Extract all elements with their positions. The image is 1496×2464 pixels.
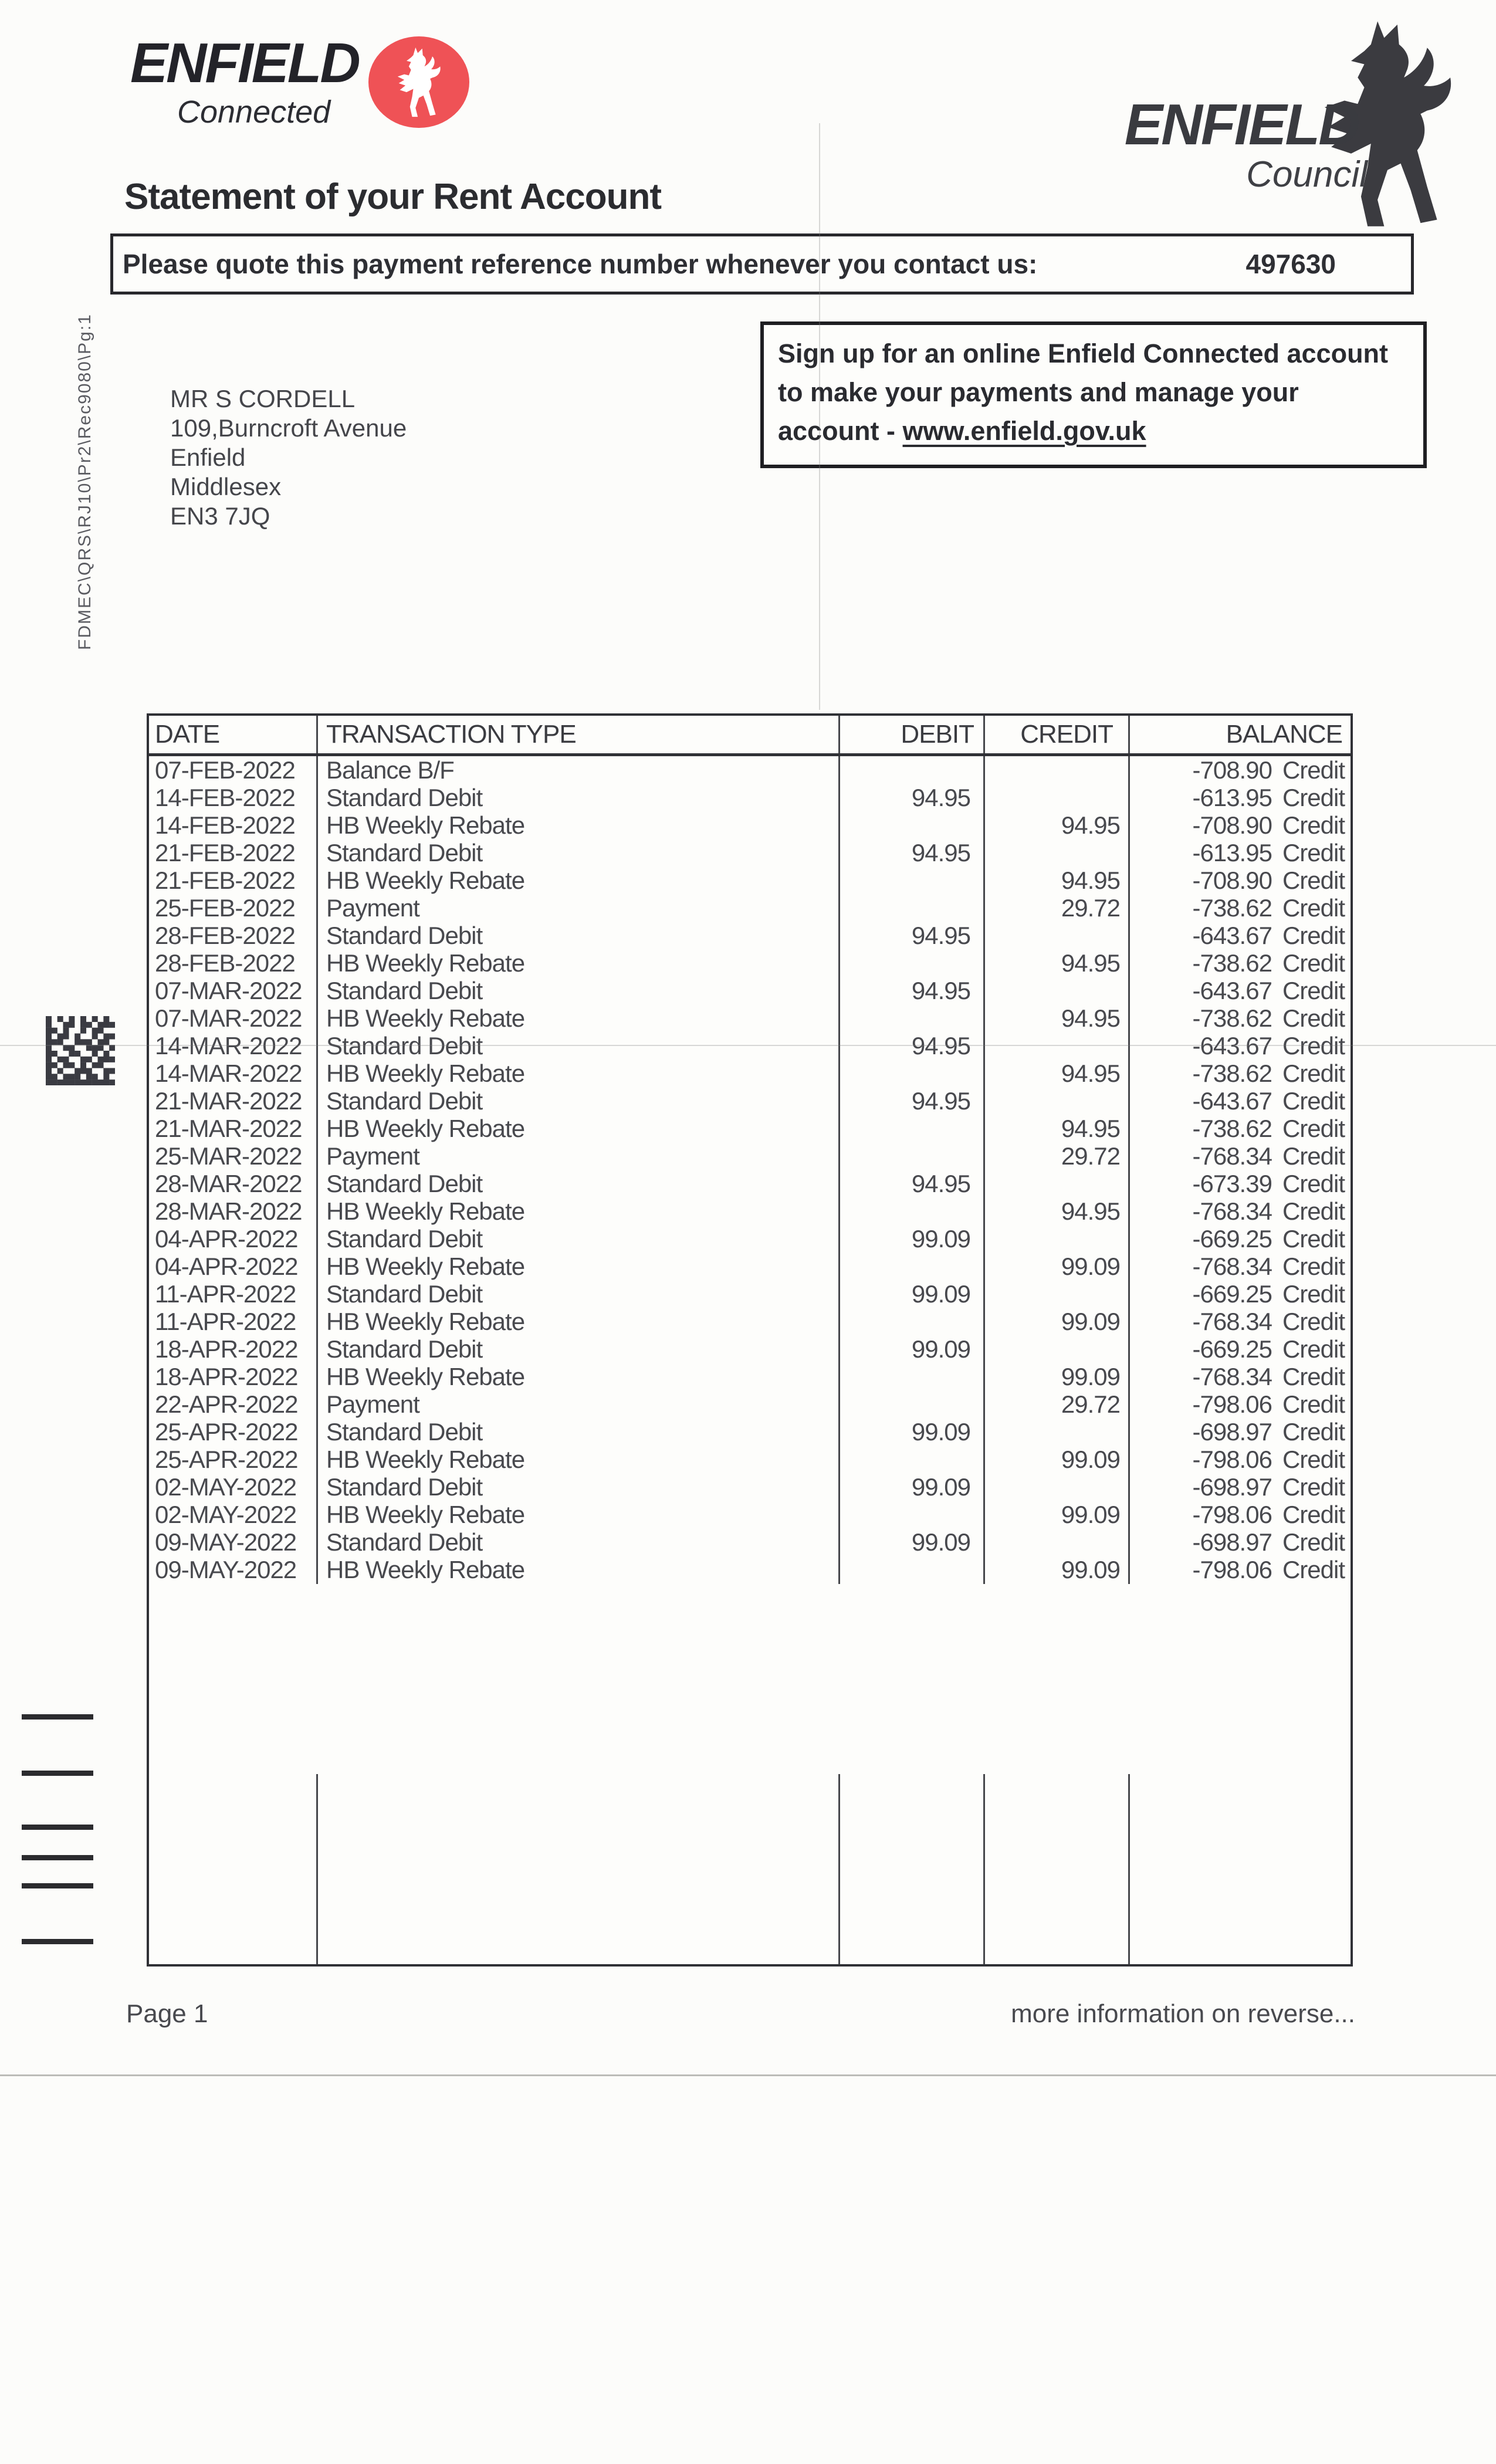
- omr-mark: [22, 1855, 93, 1860]
- recipient-name: MR S CORDELL: [170, 385, 356, 412]
- table-row: 28-FEB-2022 HB Weekly Rebate 94.95 -738.62 Credit: [149, 949, 1351, 977]
- table-row: 18-APR-2022 HB Weekly Rebate 99.09 -768.34 Credit: [149, 1363, 1351, 1390]
- omr-mark: [22, 1714, 93, 1720]
- table-row: 07-FEB-2022 Balance B/F -708.90 Credit: [149, 756, 1351, 784]
- table-row: 02-MAY-2022 HB Weekly Rebate 99.09 -798.06 Credit: [149, 1501, 1351, 1528]
- omr-mark: [22, 1883, 93, 1888]
- table-body: [149, 756, 1351, 1774]
- enfield-council-wordmark: ENFIELD: [1124, 92, 1358, 157]
- page-number: Page 1: [126, 1999, 208, 2028]
- table-row: 28-FEB-2022 Standard Debit 94.95 -643.67 Credit: [149, 922, 1351, 949]
- enfield-connected-subtitle: Connected: [177, 94, 331, 130]
- scan-fold-line: [819, 123, 820, 710]
- enfield-connected-wordmark: ENFIELD: [130, 32, 359, 94]
- table-row: 09-MAY-2022 HB Weekly Rebate 99.09 -798.06 Credit: [149, 1556, 1351, 1583]
- column-header-debit: DEBIT: [840, 716, 985, 753]
- enfield-council-subtitle: Council: [1246, 154, 1368, 195]
- table-row: 11-APR-2022 HB Weekly Rebate 99.09 -768.34 Credit: [149, 1308, 1351, 1335]
- signup-info-box: [760, 321, 1427, 468]
- enfield-website-link: www.enfield.gov.uk: [902, 416, 1146, 446]
- column-header-credit: CREDIT: [985, 716, 1130, 753]
- table-row: 07-MAR-2022 HB Weekly Rebate 94.95 -738.62 Credit: [149, 1004, 1351, 1032]
- enfield-council-logo: [1038, 15, 1490, 238]
- recipient-address: [170, 384, 407, 531]
- table-row: 18-APR-2022 Standard Debit 99.09 -669.25 Credit: [149, 1335, 1351, 1363]
- signup-line-3: [778, 412, 1423, 451]
- table-row: 07-MAR-2022 Standard Debit 94.95 -643.67 Credit: [149, 977, 1351, 1004]
- table-row: 04-APR-2022 Standard Debit 99.09 -669.25 Credit: [149, 1225, 1351, 1253]
- signup-line-3-prefix: account -: [778, 416, 903, 446]
- table-row: 25-FEB-2022 Payment 29.72 -738.62 Credit: [149, 894, 1351, 922]
- table-row: 21-MAR-2022 Standard Debit 94.95 -643.67 Credit: [149, 1087, 1351, 1115]
- scan-artifact-line: [0, 1045, 1496, 1046]
- table-row: 22-APR-2022 Payment 29.72 -798.06 Credit: [149, 1390, 1351, 1418]
- signup-line-2: to make your payments and manage your: [778, 377, 1299, 407]
- table-row: 14-FEB-2022 HB Weekly Rebate 94.95 -708.90 Credit: [149, 811, 1351, 839]
- table-empty-filler: [149, 1774, 1351, 1965]
- table-row: 11-APR-2022 Standard Debit 99.09 -669.25 Credit: [149, 1280, 1351, 1308]
- omr-mark: [22, 1939, 93, 1944]
- page-title: Statement of your Rent Account: [124, 177, 661, 217]
- enfield-beast-icon: [390, 45, 448, 119]
- table-row: 14-FEB-2022 Standard Debit 94.95 -613.95 Credit: [149, 784, 1351, 811]
- scan-artifact-line: [0, 2074, 1496, 2076]
- table-row: 25-APR-2022 HB Weekly Rebate 99.09 -798.06 Credit: [149, 1446, 1351, 1473]
- enfield-connected-logo: [130, 32, 494, 164]
- table-row: 28-MAR-2022 HB Weekly Rebate 94.95 -768.34 Credit: [149, 1197, 1351, 1225]
- table-row: 25-APR-2022 Standard Debit 99.09 -698.97 Credit: [149, 1418, 1351, 1446]
- recipient-county: Middlesex: [170, 473, 282, 500]
- table-row: 21-FEB-2022 HB Weekly Rebate 94.95 -708.90 Credit: [149, 867, 1351, 894]
- omr-mark: [22, 1771, 93, 1776]
- payment-reference-number: 497630: [1245, 249, 1336, 279]
- enfield-roundel: [368, 36, 469, 128]
- table-row: 25-MAR-2022 Payment 29.72 -768.34 Credit: [149, 1142, 1351, 1170]
- column-header-transaction-type: TRANSACTION TYPE: [318, 716, 840, 753]
- payment-reference-label: Please quote this payment reference number whenever you contact us:: [123, 249, 1038, 279]
- signup-line-1: Sign up for an online Enfield Connected account: [778, 339, 1389, 368]
- reverse-note: more information on reverse...: [1011, 1999, 1355, 2028]
- table-row: 14-MAR-2022 HB Weekly Rebate 94.95 -738.62 Credit: [149, 1060, 1351, 1087]
- table-row: 09-MAY-2022 Standard Debit 99.09 -698.97 Credit: [149, 1528, 1351, 1556]
- table-row: 04-APR-2022 HB Weekly Rebate 99.09 -768.34 Credit: [149, 1253, 1351, 1280]
- recipient-town: Enfield: [170, 444, 246, 471]
- transactions-table: [147, 713, 1353, 1967]
- table-row: 28-MAR-2022 Standard Debit 94.95 -673.39 Credit: [149, 1170, 1351, 1197]
- print-control-code: FDMEC\QRS\RJ10\Pr2\Rec9080\Pg:1: [75, 313, 94, 650]
- table-row: 02-MAY-2022 Standard Debit 99.09 -698.97 Credit: [149, 1473, 1351, 1501]
- datamatrix-barcode: [46, 1016, 115, 1085]
- recipient-street: 109,Burncroft Avenue: [170, 414, 407, 442]
- recipient-postcode: EN3 7JQ: [170, 502, 270, 530]
- payment-reference-banner: [110, 233, 1414, 295]
- omr-mark: [22, 1825, 93, 1830]
- table-row: 21-MAR-2022 HB Weekly Rebate 94.95 -738.62 Credit: [149, 1115, 1351, 1142]
- table-row: 21-FEB-2022 Standard Debit 94.95 -613.95 Credit: [149, 839, 1351, 867]
- column-header-date: DATE: [149, 716, 318, 753]
- table-header-row: [149, 716, 1351, 756]
- table-row: 14-MAR-2022 Standard Debit 94.95 -643.67 Credit: [149, 1032, 1351, 1060]
- column-header-balance: BALANCE: [1226, 720, 1342, 749]
